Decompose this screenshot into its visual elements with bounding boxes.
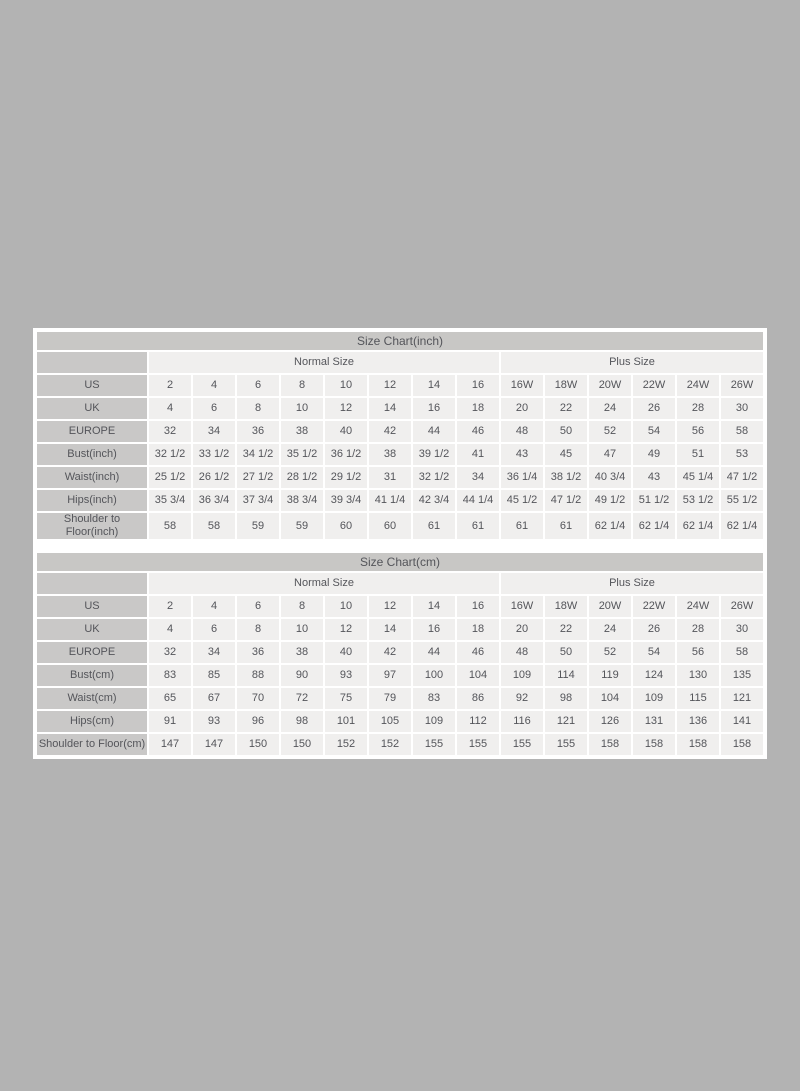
size-value-cell: 141 xyxy=(721,711,763,732)
size-value-cell: 24W xyxy=(677,596,719,617)
size-value-cell: 45 1/2 xyxy=(501,490,543,511)
size-value-cell: 31 xyxy=(369,467,411,488)
size-value-cell: 147 xyxy=(149,734,191,755)
size-value-cell: 44 xyxy=(413,642,455,663)
size-value-cell: 53 1/2 xyxy=(677,490,719,511)
size-value-cell: 28 1/2 xyxy=(281,467,323,488)
size-value-cell: 26W xyxy=(721,596,763,617)
size-value-cell: 83 xyxy=(413,688,455,709)
size-value-cell: 36 xyxy=(237,421,279,442)
size-value-cell: 43 xyxy=(633,467,675,488)
size-value-cell: 16 xyxy=(457,375,499,396)
table-row xyxy=(37,421,763,442)
title-row xyxy=(37,332,763,350)
size-value-cell: 46 xyxy=(457,642,499,663)
size-value-cell: 124 xyxy=(633,665,675,686)
size-value-cell: 34 1/2 xyxy=(237,444,279,465)
size-value-cell: 51 xyxy=(677,444,719,465)
size-value-cell: 27 1/2 xyxy=(237,467,279,488)
size-value-cell: 6 xyxy=(237,375,279,396)
size-value-cell: 38 xyxy=(369,444,411,465)
size-value-cell: 130 xyxy=(677,665,719,686)
size-value-cell: 93 xyxy=(325,665,367,686)
size-value-cell: 26W xyxy=(721,375,763,396)
size-value-cell: 4 xyxy=(149,398,191,419)
size-value-cell: 54 xyxy=(633,642,675,663)
size-value-cell: 62 1/4 xyxy=(633,513,675,539)
size-value-cell: 2 xyxy=(149,596,191,617)
size-value-cell: 101 xyxy=(325,711,367,732)
size-value-cell: 24W xyxy=(677,375,719,396)
size-value-cell: 65 xyxy=(149,688,191,709)
size-value-cell: 22 xyxy=(545,619,587,640)
size-value-cell: 4 xyxy=(193,596,235,617)
size-value-cell: 26 xyxy=(633,398,675,419)
size-value-cell: 62 1/4 xyxy=(721,513,763,539)
size-value-cell: 136 xyxy=(677,711,719,732)
row-label: Waist(cm) xyxy=(37,688,147,709)
size-value-cell: 34 xyxy=(193,642,235,663)
size-value-cell: 30 xyxy=(721,619,763,640)
size-value-cell: 40 3/4 xyxy=(589,467,631,488)
title-row xyxy=(37,553,763,571)
size-value-cell: 8 xyxy=(281,596,323,617)
size-value-cell: 46 xyxy=(457,421,499,442)
size-value-cell: 30 xyxy=(721,398,763,419)
row-label: UK xyxy=(37,619,147,640)
size-value-cell: 20 xyxy=(501,398,543,419)
size-value-cell: 8 xyxy=(281,375,323,396)
size-value-cell: 16W xyxy=(501,596,543,617)
size-value-cell: 58 xyxy=(721,642,763,663)
size-value-cell: 4 xyxy=(193,375,235,396)
size-value-cell: 152 xyxy=(369,734,411,755)
size-value-cell: 50 xyxy=(545,642,587,663)
size-value-cell: 61 xyxy=(457,513,499,539)
size-value-cell: 14 xyxy=(369,619,411,640)
size-value-cell: 22 xyxy=(545,398,587,419)
table-row xyxy=(37,375,763,396)
row-label: EUROPE xyxy=(37,642,147,663)
size-value-cell: 109 xyxy=(501,665,543,686)
size-value-cell: 60 xyxy=(369,513,411,539)
size-value-cell: 6 xyxy=(193,398,235,419)
size-value-cell: 16 xyxy=(457,596,499,617)
size-value-cell: 61 xyxy=(501,513,543,539)
size-value-cell: 97 xyxy=(369,665,411,686)
size-value-cell: 52 xyxy=(589,642,631,663)
size-value-cell: 38 xyxy=(281,421,323,442)
size-chart-cm-table xyxy=(35,551,765,757)
size-value-cell: 59 xyxy=(281,513,323,539)
size-value-cell: 48 xyxy=(501,642,543,663)
size-value-cell: 62 1/4 xyxy=(677,513,719,539)
size-value-cell: 126 xyxy=(589,711,631,732)
size-value-cell: 92 xyxy=(501,688,543,709)
size-value-cell: 43 xyxy=(501,444,543,465)
size-value-cell: 18 xyxy=(457,398,499,419)
size-value-cell: 155 xyxy=(457,734,499,755)
size-value-cell: 8 xyxy=(237,619,279,640)
column-group-row xyxy=(37,352,763,373)
row-label: US xyxy=(37,375,147,396)
size-value-cell: 86 xyxy=(457,688,499,709)
size-value-cell: 93 xyxy=(193,711,235,732)
size-value-cell: 62 1/4 xyxy=(589,513,631,539)
row-label: Shoulder to Floor(inch) xyxy=(37,513,147,539)
size-value-cell: 14 xyxy=(413,375,455,396)
size-value-cell: 54 xyxy=(633,421,675,442)
size-value-cell: 22W xyxy=(633,596,675,617)
table-row xyxy=(37,398,763,419)
size-value-cell: 49 1/2 xyxy=(589,490,631,511)
size-value-cell: 85 xyxy=(193,665,235,686)
size-value-cell: 104 xyxy=(589,688,631,709)
size-value-cell: 22W xyxy=(633,375,675,396)
size-value-cell: 115 xyxy=(677,688,719,709)
size-value-cell: 36 xyxy=(237,642,279,663)
size-value-cell: 38 1/2 xyxy=(545,467,587,488)
size-value-cell: 155 xyxy=(545,734,587,755)
size-value-cell: 20W xyxy=(589,596,631,617)
size-value-cell: 112 xyxy=(457,711,499,732)
size-value-cell: 18W xyxy=(545,375,587,396)
size-value-cell: 14 xyxy=(413,596,455,617)
size-value-cell: 42 3/4 xyxy=(413,490,455,511)
column-group-plus-size: Plus Size xyxy=(501,573,763,594)
table-row xyxy=(37,642,763,663)
size-value-cell: 38 3/4 xyxy=(281,490,323,511)
table-row xyxy=(37,467,763,488)
size-value-cell: 105 xyxy=(369,711,411,732)
size-value-cell: 38 xyxy=(281,642,323,663)
size-value-cell: 18 xyxy=(457,619,499,640)
size-value-cell: 96 xyxy=(237,711,279,732)
row-label: Bust(cm) xyxy=(37,665,147,686)
size-value-cell: 67 xyxy=(193,688,235,709)
row-label: Waist(inch) xyxy=(37,467,147,488)
size-value-cell: 25 1/2 xyxy=(149,467,191,488)
size-value-cell: 24 xyxy=(589,619,631,640)
size-value-cell: 155 xyxy=(413,734,455,755)
size-value-cell: 42 xyxy=(369,642,411,663)
size-value-cell: 152 xyxy=(325,734,367,755)
corner-cell xyxy=(37,352,147,373)
size-value-cell: 34 xyxy=(193,421,235,442)
table-row xyxy=(37,619,763,640)
size-value-cell: 16W xyxy=(501,375,543,396)
size-value-cell: 158 xyxy=(677,734,719,755)
size-value-cell: 36 1/2 xyxy=(325,444,367,465)
size-value-cell: 121 xyxy=(545,711,587,732)
table-row xyxy=(37,596,763,617)
size-value-cell: 44 xyxy=(413,421,455,442)
size-value-cell: 75 xyxy=(325,688,367,709)
corner-cell xyxy=(37,573,147,594)
size-value-cell: 26 xyxy=(633,619,675,640)
size-value-cell: 10 xyxy=(281,619,323,640)
size-value-cell: 26 1/2 xyxy=(193,467,235,488)
size-value-cell: 150 xyxy=(281,734,323,755)
size-value-cell: 61 xyxy=(545,513,587,539)
size-chart-inch-table xyxy=(35,330,765,541)
size-value-cell: 121 xyxy=(721,688,763,709)
size-value-cell: 32 1/2 xyxy=(149,444,191,465)
size-value-cell: 56 xyxy=(677,642,719,663)
size-value-cell: 58 xyxy=(149,513,191,539)
chart-title: Size Chart(cm) xyxy=(37,553,763,571)
table-gap xyxy=(35,541,765,551)
size-value-cell: 56 xyxy=(677,421,719,442)
size-value-cell: 12 xyxy=(369,596,411,617)
size-value-cell: 47 1/2 xyxy=(721,467,763,488)
size-value-cell: 32 1/2 xyxy=(413,467,455,488)
size-value-cell: 36 3/4 xyxy=(193,490,235,511)
size-value-cell: 29 1/2 xyxy=(325,467,367,488)
row-label: Bust(inch) xyxy=(37,444,147,465)
table-row xyxy=(37,688,763,709)
size-value-cell: 60 xyxy=(325,513,367,539)
size-value-cell: 44 1/4 xyxy=(457,490,499,511)
size-value-cell: 18W xyxy=(545,596,587,617)
size-value-cell: 12 xyxy=(325,398,367,419)
size-value-cell: 91 xyxy=(149,711,191,732)
size-value-cell: 53 xyxy=(721,444,763,465)
size-value-cell: 24 xyxy=(589,398,631,419)
table-row xyxy=(37,490,763,511)
size-value-cell: 98 xyxy=(545,688,587,709)
table-row xyxy=(37,513,763,539)
table-row xyxy=(37,711,763,732)
size-value-cell: 16 xyxy=(413,619,455,640)
size-value-cell: 98 xyxy=(281,711,323,732)
size-value-cell: 6 xyxy=(193,619,235,640)
size-value-cell: 104 xyxy=(457,665,499,686)
size-value-cell: 70 xyxy=(237,688,279,709)
size-value-cell: 158 xyxy=(721,734,763,755)
size-value-cell: 32 xyxy=(149,421,191,442)
size-value-cell: 32 xyxy=(149,642,191,663)
size-value-cell: 41 xyxy=(457,444,499,465)
size-value-cell: 158 xyxy=(589,734,631,755)
size-value-cell: 33 1/2 xyxy=(193,444,235,465)
size-value-cell: 50 xyxy=(545,421,587,442)
size-value-cell: 20 xyxy=(501,619,543,640)
size-value-cell: 83 xyxy=(149,665,191,686)
row-label: Hips(inch) xyxy=(37,490,147,511)
size-value-cell: 42 xyxy=(369,421,411,442)
size-value-cell: 12 xyxy=(369,375,411,396)
size-value-cell: 16 xyxy=(413,398,455,419)
size-value-cell: 88 xyxy=(237,665,279,686)
size-value-cell: 59 xyxy=(237,513,279,539)
size-value-cell: 10 xyxy=(325,596,367,617)
size-value-cell: 45 xyxy=(545,444,587,465)
row-label: UK xyxy=(37,398,147,419)
size-value-cell: 8 xyxy=(237,398,279,419)
size-value-cell: 147 xyxy=(193,734,235,755)
size-value-cell: 35 1/2 xyxy=(281,444,323,465)
size-value-cell: 155 xyxy=(501,734,543,755)
table-row xyxy=(37,444,763,465)
size-value-cell: 20W xyxy=(589,375,631,396)
size-value-cell: 158 xyxy=(633,734,675,755)
size-value-cell: 39 1/2 xyxy=(413,444,455,465)
size-value-cell: 49 xyxy=(633,444,675,465)
column-group-normal-size: Normal Size xyxy=(149,352,499,373)
size-charts-panel xyxy=(33,328,767,759)
row-label: US xyxy=(37,596,147,617)
size-value-cell: 116 xyxy=(501,711,543,732)
size-value-cell: 48 xyxy=(501,421,543,442)
size-value-cell: 10 xyxy=(325,375,367,396)
size-value-cell: 131 xyxy=(633,711,675,732)
size-value-cell: 28 xyxy=(677,619,719,640)
size-value-cell: 40 xyxy=(325,642,367,663)
size-value-cell: 114 xyxy=(545,665,587,686)
size-value-cell: 35 3/4 xyxy=(149,490,191,511)
size-value-cell: 109 xyxy=(633,688,675,709)
row-label: Shoulder to Floor(cm) xyxy=(37,734,147,755)
size-value-cell: 39 3/4 xyxy=(325,490,367,511)
column-group-plus-size: Plus Size xyxy=(501,352,763,373)
size-value-cell: 45 1/4 xyxy=(677,467,719,488)
size-value-cell: 135 xyxy=(721,665,763,686)
size-value-cell: 4 xyxy=(149,619,191,640)
size-value-cell: 109 xyxy=(413,711,455,732)
column-group-row xyxy=(37,573,763,594)
size-value-cell: 51 1/2 xyxy=(633,490,675,511)
size-value-cell: 41 1/4 xyxy=(369,490,411,511)
size-value-cell: 61 xyxy=(413,513,455,539)
size-value-cell: 72 xyxy=(281,688,323,709)
chart-title: Size Chart(inch) xyxy=(37,332,763,350)
row-label: Hips(cm) xyxy=(37,711,147,732)
size-value-cell: 55 1/2 xyxy=(721,490,763,511)
size-value-cell: 36 1/4 xyxy=(501,467,543,488)
size-value-cell: 37 3/4 xyxy=(237,490,279,511)
size-value-cell: 12 xyxy=(325,619,367,640)
size-value-cell: 100 xyxy=(413,665,455,686)
size-value-cell: 40 xyxy=(325,421,367,442)
size-value-cell: 58 xyxy=(193,513,235,539)
size-value-cell: 90 xyxy=(281,665,323,686)
table-row xyxy=(37,665,763,686)
size-value-cell: 150 xyxy=(237,734,279,755)
size-value-cell: 6 xyxy=(237,596,279,617)
size-value-cell: 28 xyxy=(677,398,719,419)
size-value-cell: 47 xyxy=(589,444,631,465)
table-row xyxy=(37,734,763,755)
size-value-cell: 10 xyxy=(281,398,323,419)
size-value-cell: 52 xyxy=(589,421,631,442)
size-value-cell: 2 xyxy=(149,375,191,396)
size-value-cell: 58 xyxy=(721,421,763,442)
size-value-cell: 79 xyxy=(369,688,411,709)
size-value-cell: 119 xyxy=(589,665,631,686)
size-value-cell: 14 xyxy=(369,398,411,419)
row-label: EUROPE xyxy=(37,421,147,442)
size-value-cell: 47 1/2 xyxy=(545,490,587,511)
size-value-cell: 34 xyxy=(457,467,499,488)
column-group-normal-size: Normal Size xyxy=(149,573,499,594)
